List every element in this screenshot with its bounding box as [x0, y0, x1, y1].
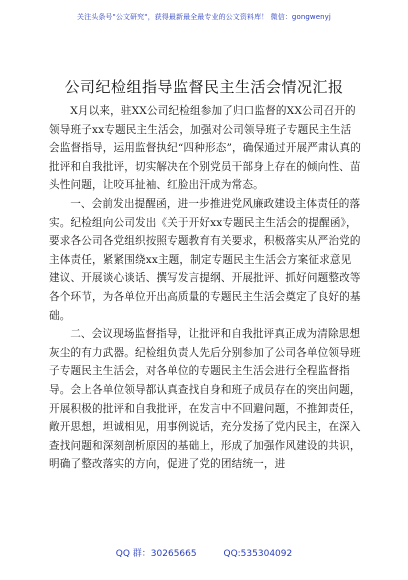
footer-qq: QQ:535304092 — [223, 549, 293, 559]
body-paragraph-section-1: 一、会前发出提醒函，进一步推进党风廉政建设主体责任的落实。纪检组向公司发出《关于开好xx专题民主生活会的提醒函》，要求各公司各党组织按照专题教育有关要求，积极落实从严治党的主体责任，紧紧围绕xx主题，制定专题民主生活会方案征求意见建议、开展谈心谈话、撰写发言提纲、开展批评、抓好问题整改等各个环节，为各单位开出高质量的专题民主生活会奠定了良好的基础。 — [49, 197, 361, 322]
body-paragraph-intro: X月以来，驻XX公司纪检组参加了归口监督的XX公司召开的领导班子xx专题民主生活会，加强对公司领导班子专题民主生活会监督指导，运用监督执纪“四种形态”，确保通过开展严肃认真的批评和自我批评，切实解决在个别党员干部身上存在的倾向性、苗头性问题，让咬耳扯袖、红脸出汗成为常态。 — [49, 105, 361, 192]
document-title: 公司纪检组指导监督民主生活会情况汇报 — [64, 78, 344, 96]
header-promo-note: 关注头条号"公文研究"，获得最新最全最专业的公文资料库！ 微信：gongwenyj — [77, 13, 331, 21]
footer-contact — [0, 546, 408, 559]
footer-qq-group: QQ 群：30265665 — [115, 549, 197, 559]
document-body — [49, 102, 361, 474]
body-paragraph-section-2: 二、会议现场监督指导，让批评和自我批评真正成为清除思想灰尘的有力武器。纪检组负责人先后分别参加了公司各单位领导班子专题民主生活会，对各单位的专题民主生活会进行全程监督指导。会上各单位领导都认真查找自身和班子成员存在的突出问题，开展积极的批评和自我批评，在发言中不回避问题，不推卸责任，敞开思想，坦诚相见，用事例说话，充分发扬了党内民主，在深入查找问题和深刻剖析原因的基础上，形成了加强作风建设的共识，明确了整改落实的方向，促进了党的团结统一，进 — [49, 328, 361, 471]
